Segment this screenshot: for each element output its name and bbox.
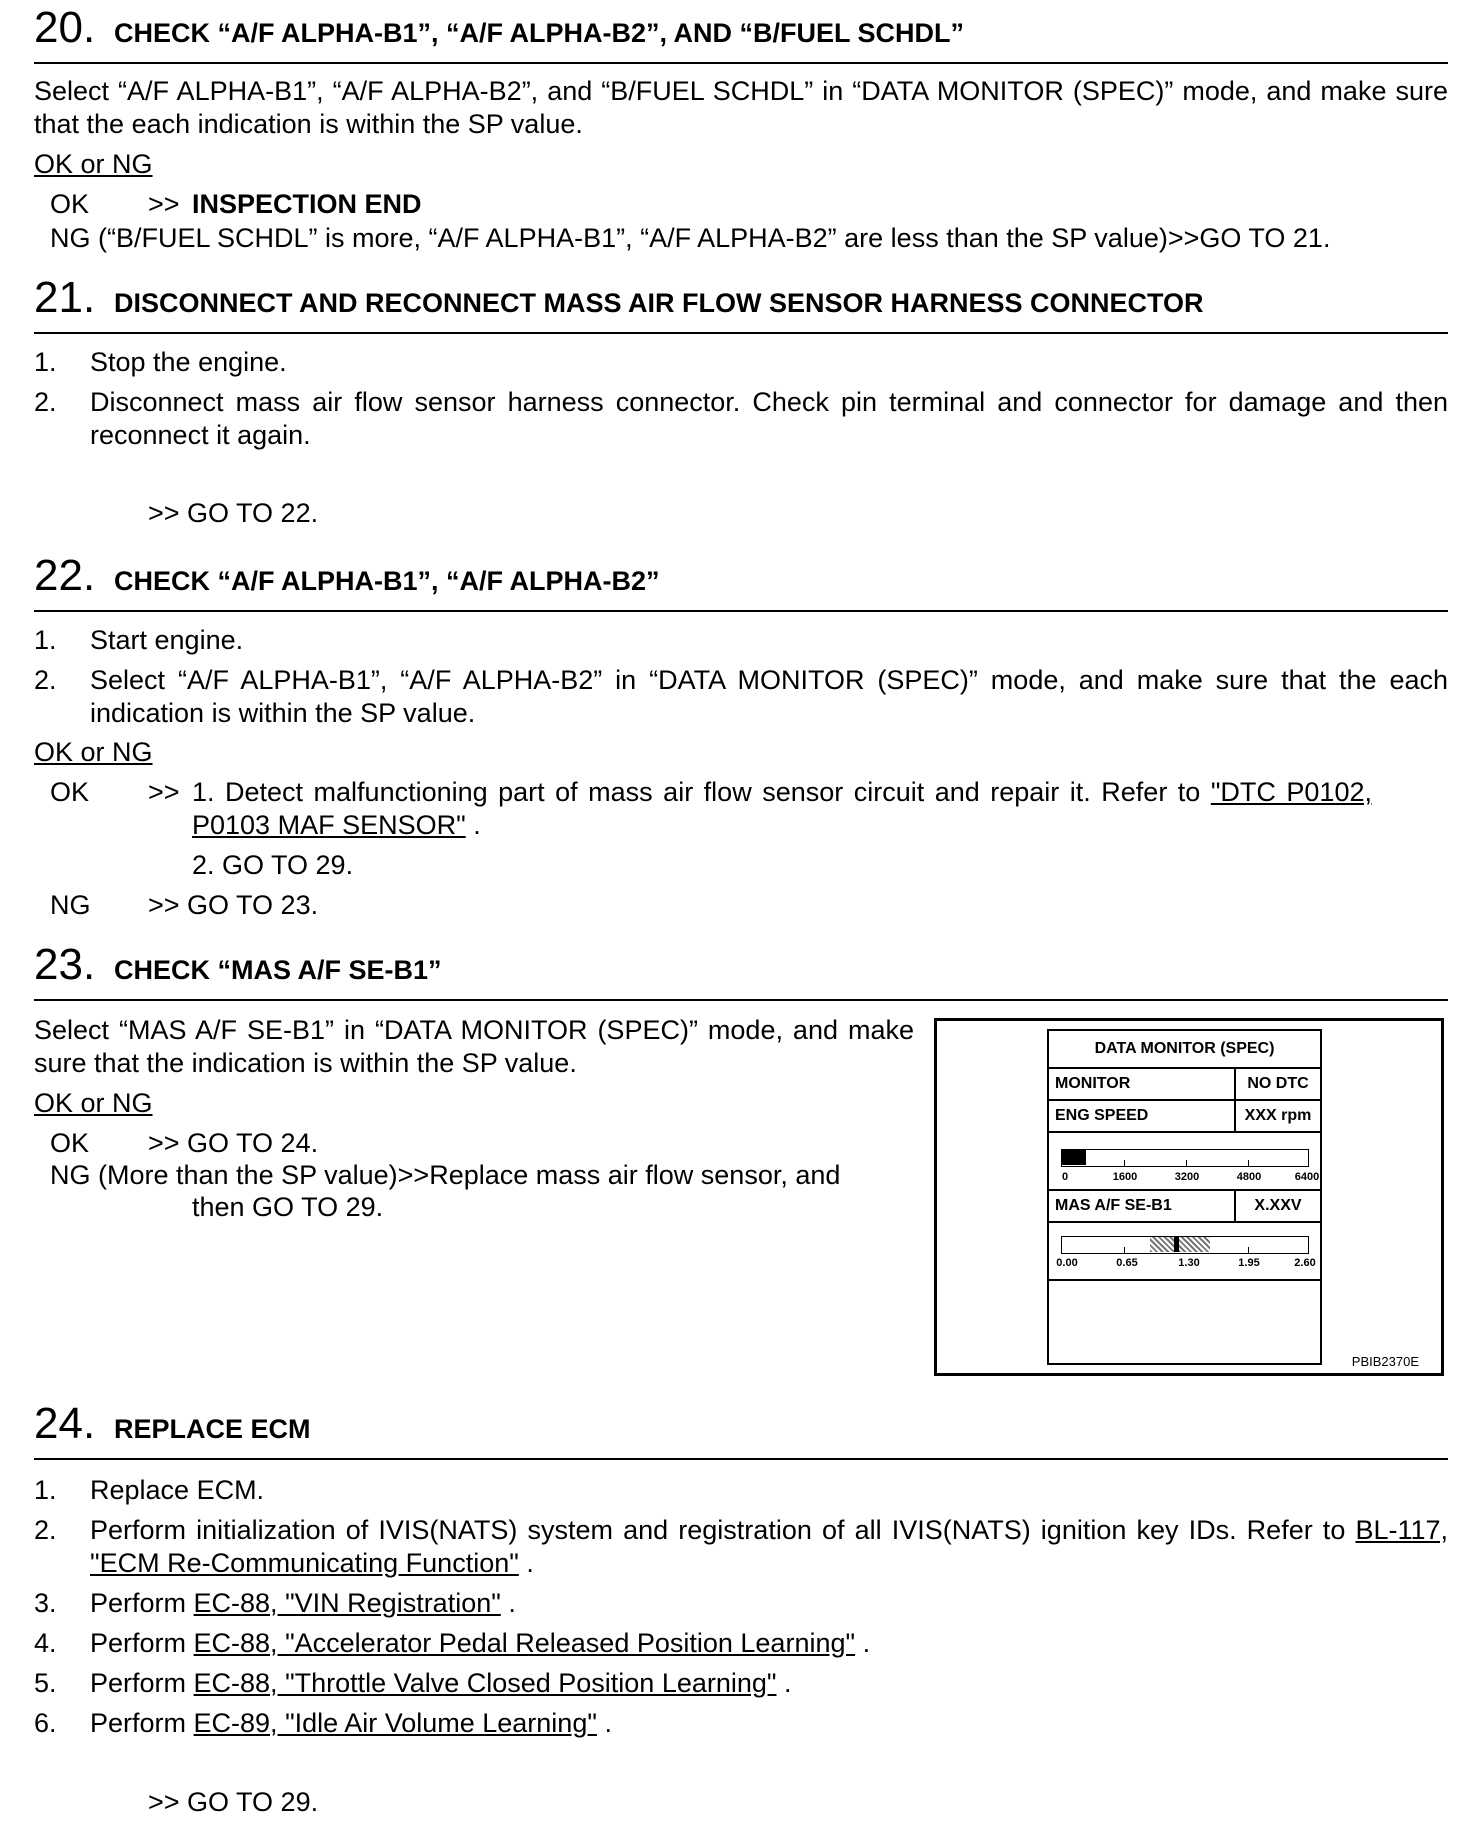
idle-air-volume-learning-link[interactable]: EC-89, "Idle Air Volume Learning": [193, 1708, 597, 1738]
ng-line-2: then GO TO 29.: [192, 1192, 384, 1222]
ok-or-ng-label: OK or NG: [34, 149, 153, 179]
section-number: 23.: [34, 940, 96, 989]
section-number: 20.: [34, 3, 96, 52]
ok-arrow: >>: [148, 777, 180, 807]
section-24-header: [34, 1396, 1448, 1460]
section-title: CHECK “MAS A/F SE-B1”: [114, 955, 442, 985]
section-number: 24.: [34, 1399, 96, 1448]
ok-or-ng-label: OK or NG: [34, 737, 153, 767]
ok-label: OK: [50, 189, 90, 219]
ok-label: OK: [50, 1128, 90, 1158]
section-23-body: Select “MAS A/F SE-B1” in “DATA MONITOR (SPEC)” mode, and make sure that the indication is within the SP value.: [34, 1015, 914, 1078]
ok-arrow: >>: [148, 189, 180, 219]
accelerator-pedal-learning-link[interactable]: EC-88, "Accelerator Pedal Released Position Learning": [193, 1628, 856, 1658]
section-title: DISCONNECT AND RECONNECT MASS AIR FLOW SENSOR HARNESS CONNECTOR: [114, 288, 1204, 318]
ecm-recommunicating-link[interactable]: BL-117, "ECM Re-Communicating Function": [90, 1515, 1448, 1578]
eng-speed-row: ENG SPEED XXX rpm: [1049, 1101, 1320, 1133]
consult-screen: DATA MONITOR (SPEC) MONITOR NO DTC ENG SPEED XXX rpm 0 1600 3200 4800 6400 MAS A/F SE-B1 X.XXV 0.00 0.65 1.30 1.95 2.60: [1047, 1029, 1322, 1365]
section-20-header: [34, 0, 1448, 64]
ng-line: NG (“B/FUEL SCHDL” is more, “A/F ALPHA-B1”, “A/F ALPHA-B2” are less than the SP value)>>GO TO 21.: [50, 223, 1331, 253]
ok-instruction: 1. Detect malfunctioning part of mass air flow sensor circuit and repair it. Refer to "DTC P0102, P0103 MAF SENSOR" .: [192, 777, 1372, 840]
dtc-maf-sensor-link[interactable]: "DTC P0102, P0103 MAF SENSOR": [192, 777, 1372, 840]
section-title: REPLACE ECM: [114, 1414, 311, 1444]
ng-line-1: NG (More than the SP value)>>Replace mass air flow sensor, and: [50, 1160, 841, 1190]
vin-registration-link[interactable]: EC-88, "VIN Registration": [193, 1588, 501, 1618]
divider: [1049, 1279, 1320, 1281]
goto-22: >> GO TO 22.: [148, 498, 319, 528]
ok-result: >> GO TO 24.: [148, 1128, 319, 1158]
section-title: CHECK “A/F ALPHA-B1”, “A/F ALPHA-B2”, AND “B/FUEL SCHDL”: [114, 18, 964, 48]
throttle-valve-learning-link[interactable]: EC-88, "Throttle Valve Closed Position Learning": [193, 1668, 777, 1698]
section-22-header: [34, 548, 1448, 612]
screen-title: DATA MONITOR (SPEC): [1049, 1031, 1320, 1069]
ok-label: OK: [50, 777, 90, 807]
section-20-body: Select “A/F ALPHA-B1”, “A/F ALPHA-B2”, and “B/FUEL SCHDL” in “DATA MONITOR (SPEC)” mode, and make sure that the each indication is within the SP value.: [34, 76, 1448, 139]
gauge-pointer: [1174, 1237, 1179, 1252]
section-23-header: [34, 937, 1448, 1001]
data-monitor-figure: [934, 1018, 1444, 1376]
ok-or-ng-label: OK or NG: [34, 1088, 153, 1118]
maf-gauge: [1061, 1236, 1309, 1254]
ok-instruction-2: 2. GO TO 29.: [192, 850, 354, 880]
section-number: 21.: [34, 273, 96, 322]
section-21-header: [34, 270, 1448, 334]
ng-result: >> GO TO 23.: [148, 890, 319, 920]
sp-range-band: [1150, 1237, 1210, 1252]
section-number: 22.: [34, 551, 96, 600]
gauge-fill: [1062, 1150, 1086, 1165]
eng-speed-gauge: [1061, 1149, 1309, 1167]
goto-29: >> GO TO 29.: [148, 1787, 319, 1817]
maf-row: MAS A/F SE-B1 X.XXV: [1049, 1189, 1320, 1223]
ng-label: NG: [50, 890, 91, 920]
ok-result: INSPECTION END: [192, 189, 422, 219]
monitor-row: MONITOR NO DTC: [1049, 1069, 1320, 1101]
figure-code: PBIB2370E: [1351, 1354, 1419, 1369]
section-title: CHECK “A/F ALPHA-B1”, “A/F ALPHA-B2”: [114, 566, 660, 596]
